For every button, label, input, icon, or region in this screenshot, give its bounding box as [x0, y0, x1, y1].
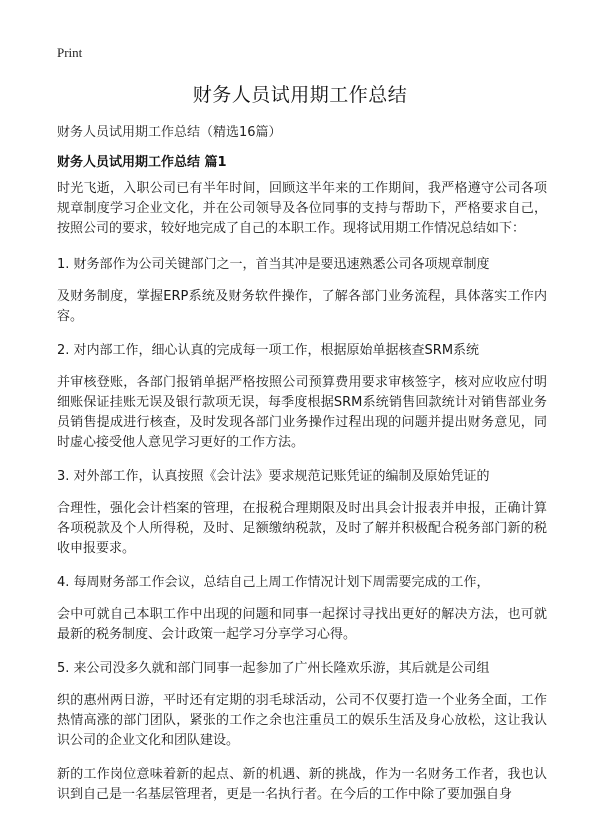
paragraph-item-2-lead: 2. 对内部工作，细心认真的完成每一项工作，根据原始单据核查SRM系统 — [57, 343, 480, 358]
paragraph-item-3-lead: 3. 对外部工作，认真按照《会计法》要求规范记账凭证的编制及原始凭证的 — [57, 469, 490, 484]
section-heading: 财务人员试用期工作总结 篇1 — [57, 155, 227, 170]
paragraph-item-2-body: 并审核登账，各部门报销单据严格按照公司预算费用要求审核签字，核对应收应付明细账保证挂账无误及银行款项无误，每季度根据SRM系统销售回款统计对销售部业务员销售提成进行核查，及时发现各部门业务操作过程出现的问题并提出财务意见，同时虚心接受他人意见学习更好的工作方法。 — [57, 375, 547, 450]
paragraph-item-4-lead: 4. 每周财务部工作会议，总结自己上周工作情况计划下周需要完成的工作， — [57, 575, 490, 590]
document-subtitle: 财务人员试用期工作总结（精选16篇） — [57, 125, 282, 140]
paragraph-item-1-body: 及财务制度，掌握ERP系统及财务软件操作，了解各部门业务流程，具体落实工作内容。 — [57, 289, 547, 324]
paragraph-item-3-body: 合理性，强化会计档案的管理，在报税合理期限及时出具会计报表并申报，正确计算各项税款及个人所得税，及时、足额缴纳税款，及时了解并积极配合税务部门新的税收申报要求。 — [57, 501, 547, 556]
paragraph-item-5-body: 织的惠州两日游，平时还有定期的羽毛球活动，公司不仅要打造一个业务全面，工作热情高涨的部门团队，紧张的工作之余也注重员工的娱乐生活及身心放松，这让我认识公司的企业文化和团队建设。 — [57, 693, 547, 748]
paragraph-item-4-body: 会中可就自己本职工作中出现的问题和同事一起探讨寻找出更好的解决方法，也可就最新的税务制度、会计政策一起学习分享学习心得。 — [57, 607, 547, 642]
paragraph-item-1-lead: 1. 财务部作为公司关键部门之一，首当其冲是要迅速熟悉公司各项规章制度 — [57, 257, 490, 272]
article-body — [57, 179, 547, 819]
print-link[interactable]: Print — [57, 45, 83, 60]
paragraph-item-5-lead: 5. 来公司没多久就和部门同事一起参加了广州长隆欢乐游，其后就是公司组 — [57, 661, 490, 676]
page-title: 财务人员试用期工作总结 — [192, 84, 408, 106]
paragraph-intro: 时光飞逝，入职公司已有半年时间，回顾这半年来的工作期间，我严格遵守公司各项规章制度学习企业文化，并在公司领导及各位同事的支持与帮助下，严格要求自己，按照公司的要求，较好地完成了自己的本职工作。现将试用期工作情况总结如下： — [57, 181, 547, 236]
paragraph-closing: 新的工作岗位意味着新的起点、新的机遇、新的挑战，作为一名财务工作者，我也认识到自己是一名基层管理者，更是一名执行者。在今后的工作中除了要加强自身 — [57, 767, 547, 802]
